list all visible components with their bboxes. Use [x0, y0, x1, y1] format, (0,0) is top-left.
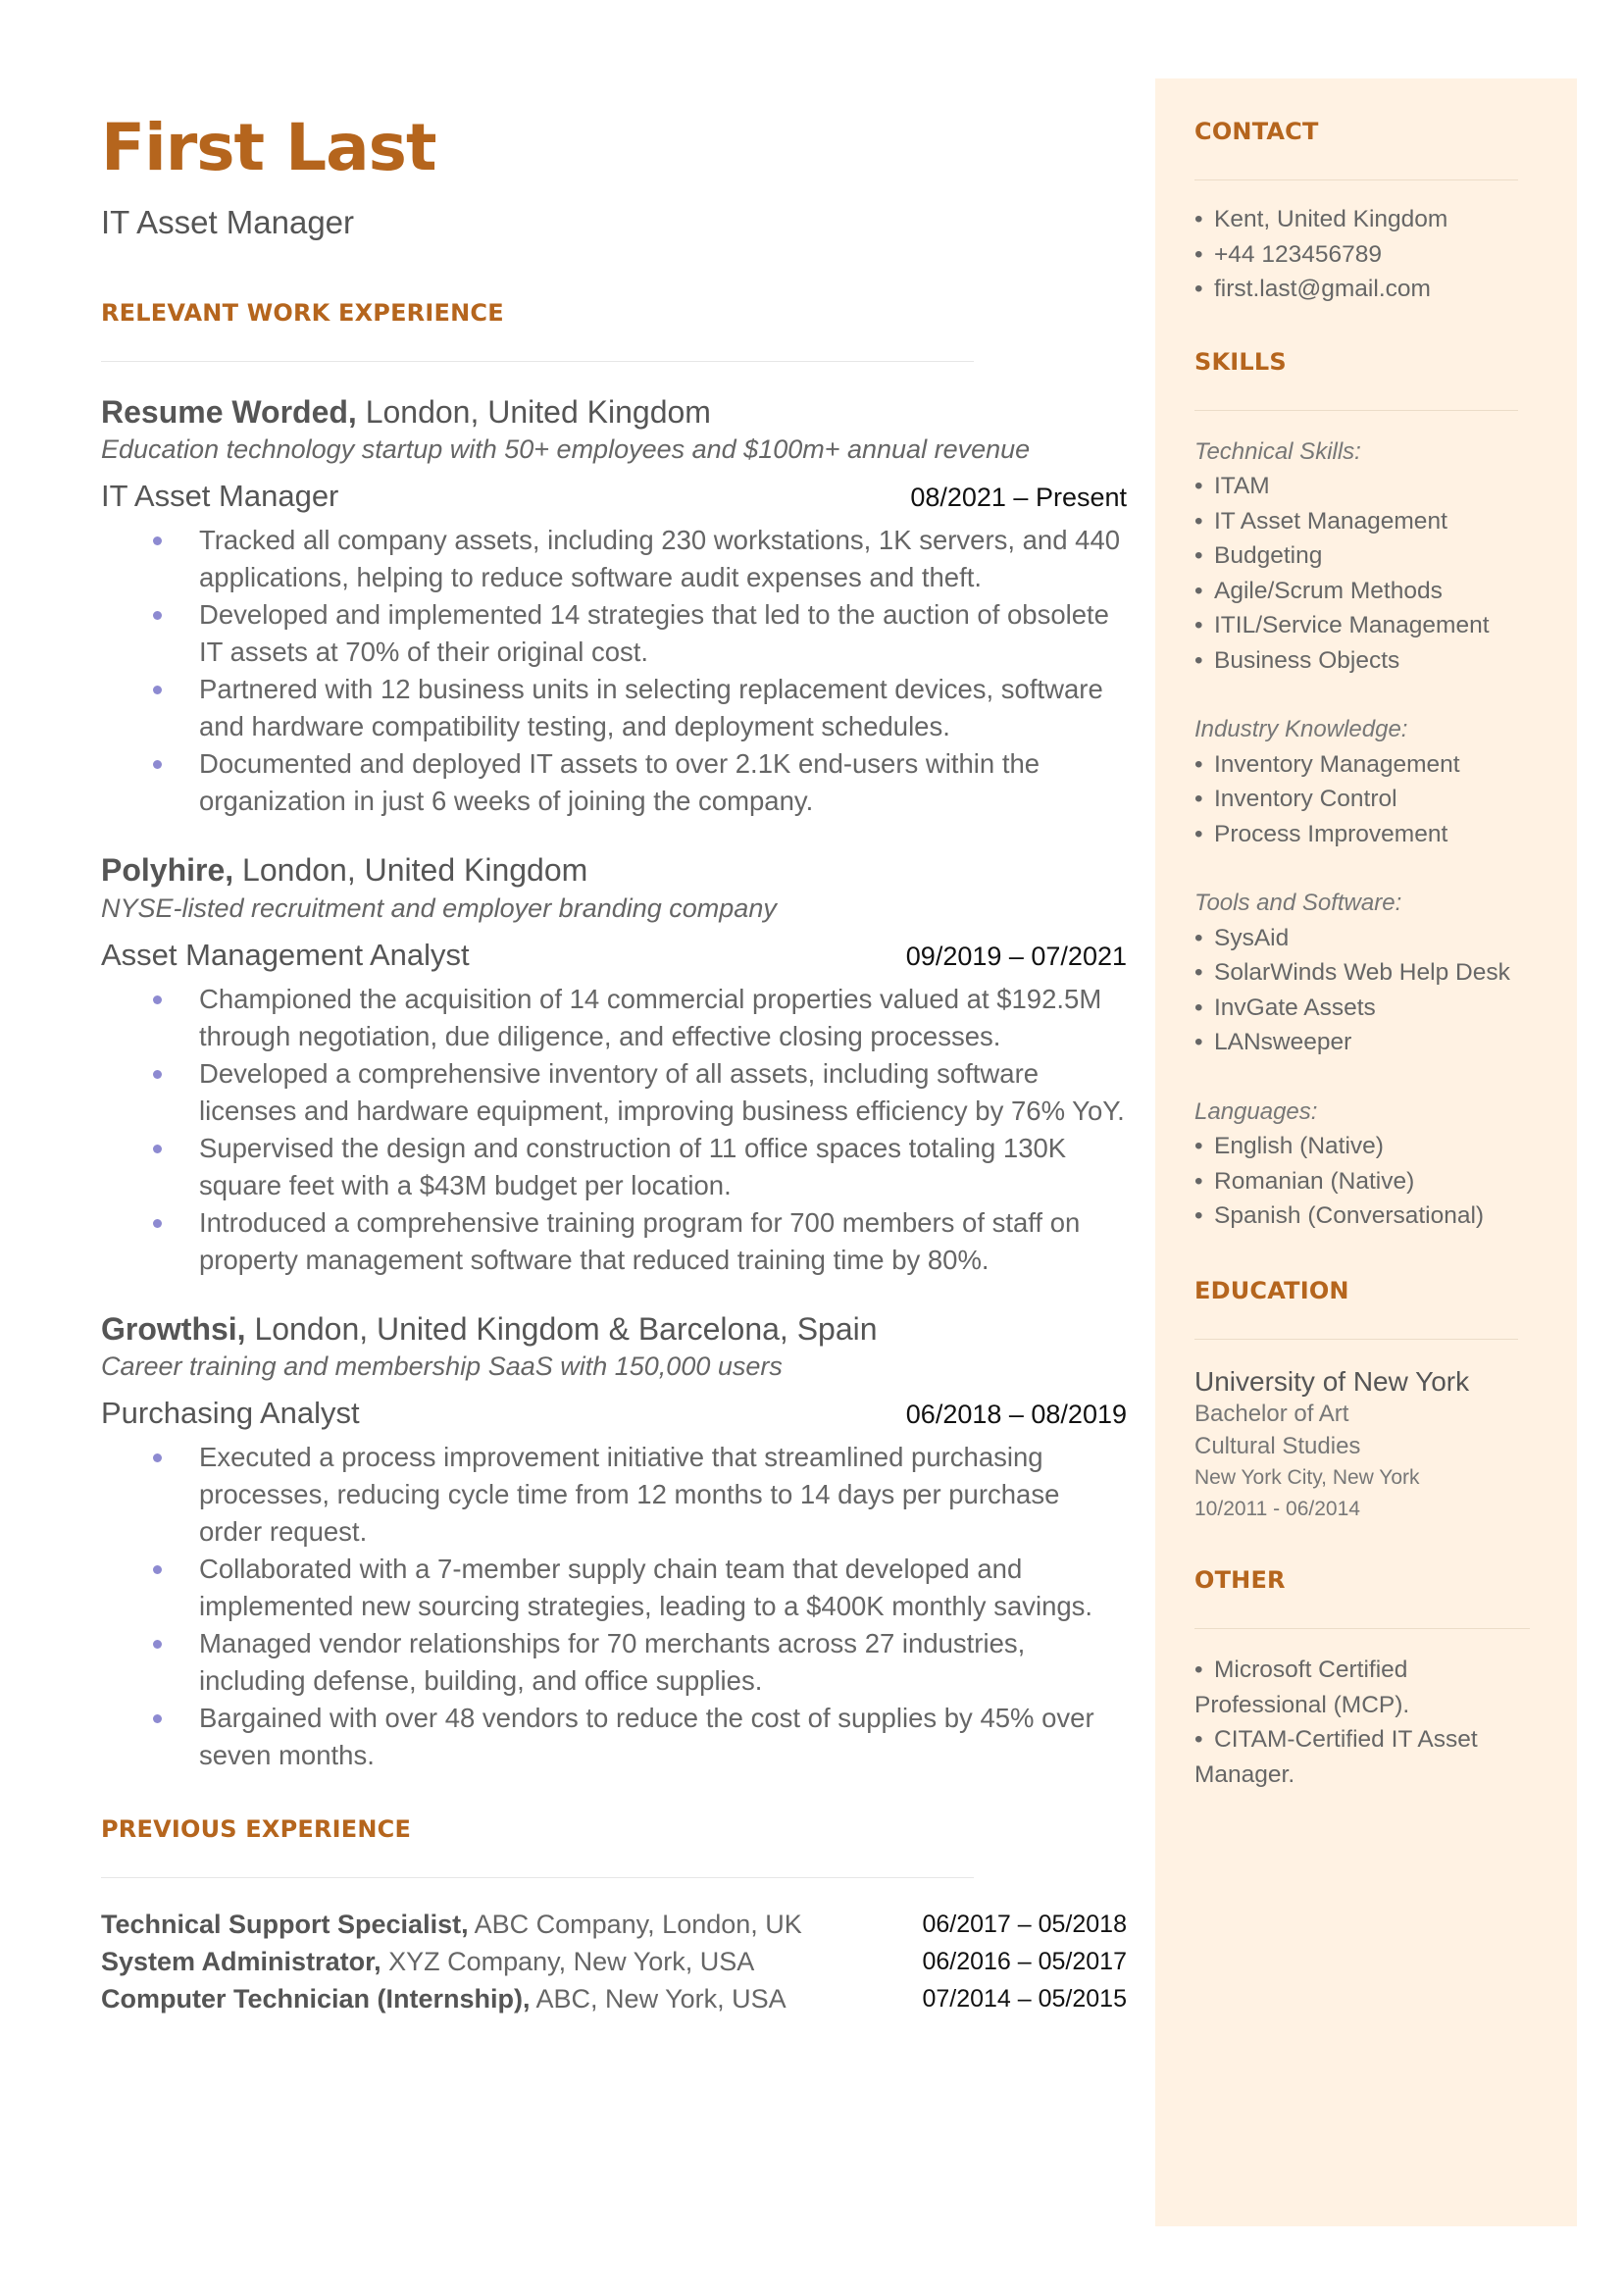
- skill-item: • English (Native): [1194, 1133, 1384, 1159]
- section-heading-other: OTHER: [1194, 1566, 1286, 1595]
- skill-group-title: Industry Knowledge:: [1194, 716, 1408, 742]
- education-school: University of New York: [1194, 1365, 1470, 1397]
- education-dates: 10/2011 - 06/2014: [1194, 1498, 1360, 1521]
- other-list: [1194, 1653, 1518, 1792]
- education-entry: [1194, 1365, 1518, 1526]
- job-role-row: [101, 479, 1127, 514]
- previous-dates: 06/2016 – 05/2017: [922, 1948, 1127, 1976]
- job-bullet: Developed a comprehensive inventory of all assets, including software licenses and hardware equipment, improving business efficiency by 76% YoY.: [101, 1055, 1127, 1130]
- job-dates: 08/2021 – Present: [910, 483, 1127, 513]
- contact-item: • first.last@gmail.com: [1194, 276, 1431, 302]
- section-heading-skills: SKILLS: [1194, 347, 1287, 376]
- job-role: IT Asset Manager: [101, 479, 339, 514]
- skill-item: • LANsweeper: [1194, 1029, 1352, 1055]
- education-field: Cultural Studies: [1194, 1433, 1361, 1460]
- previous-dates: 07/2014 – 05/2015: [922, 1985, 1127, 2014]
- previous-org: XYZ Company, New York, USA: [381, 1947, 755, 1977]
- skill-group: [1194, 712, 1518, 851]
- job-role: Asset Management Analyst: [101, 937, 470, 972]
- section-heading-education: EDUCATION: [1194, 1276, 1349, 1304]
- contact-item: • Kent, United Kingdom: [1194, 206, 1448, 232]
- job-bullets: [101, 522, 1127, 820]
- previous-item: [101, 1906, 1127, 1943]
- divider: [101, 1877, 974, 1878]
- divider: [1194, 1628, 1530, 1629]
- contact-email: first.last@gmail.com: [1214, 276, 1431, 302]
- skill-group: [1194, 434, 1518, 679]
- job-bullet: Partnered with 12 business units in selecting replacement devices, software and hardware compatibility testing, and deployment schedules.: [101, 671, 1127, 745]
- divider: [101, 361, 974, 362]
- education-location: New York City, New York: [1194, 1466, 1420, 1490]
- job-entry: [101, 393, 1127, 820]
- skill-list: [1194, 921, 1518, 1060]
- job-bullet: Introduced a comprehensive training program for 700 members of staff on property management software that reduced training time by 80%.: [101, 1204, 1127, 1279]
- divider: [1194, 179, 1518, 180]
- previous-org: ABC, New York, USA: [530, 1984, 787, 2014]
- job-bullet: Bargained with over 48 vendors to reduce the cost of supplies by 45% over seven months.: [101, 1700, 1127, 1774]
- previous-experience-list: [101, 1906, 1127, 2017]
- skill-list: [1194, 747, 1518, 852]
- job-bullet: Tracked all company assets, including 230 workstations, 1K servers, and 440 applications, helping to reduce software audit expenses and theft.: [101, 522, 1127, 596]
- skill-item: • Spanish (Conversational): [1194, 1202, 1485, 1229]
- previous-title: Technical Support Specialist,: [101, 1910, 469, 1940]
- job-role: Purchasing Analyst: [101, 1396, 360, 1431]
- job-role-row: [101, 1396, 1127, 1431]
- candidate-name: First Last: [101, 110, 436, 185]
- contact-item: • +44 123456789: [1194, 240, 1382, 268]
- skill-item: • Agile/Scrum Methods: [1194, 577, 1443, 604]
- job-company-line: [101, 851, 1127, 889]
- job-bullet: Supervised the design and construction of 11 office spaces totaling 130K square feet with a $43M budget per location.: [101, 1130, 1127, 1204]
- previous-item: [101, 1943, 1127, 1980]
- job-bullet: Executed a process improvement initiative that streamlined purchasing processes, reducing cycle time from 12 months to 14 days per purchase order request.: [101, 1439, 1127, 1551]
- previous-title: Computer Technician (Internship),: [101, 1984, 531, 2014]
- job-entry: [101, 1310, 1127, 1774]
- skill-item: • Process Improvement: [1194, 820, 1448, 847]
- section-heading-previous: PREVIOUS EXPERIENCE: [101, 1815, 412, 1844]
- job-location: London, United Kingdom & Barcelona, Spain: [245, 1310, 878, 1347]
- skill-item: • Inventory Management: [1194, 750, 1460, 778]
- skill-item: • SolarWinds Web Help Desk: [1194, 959, 1510, 986]
- skill-item: • Inventory Control: [1194, 786, 1397, 812]
- skill-item: • ITAM: [1194, 473, 1270, 499]
- contact-location: Kent, United Kingdom: [1214, 206, 1448, 232]
- skill-item: • Budgeting: [1194, 542, 1323, 569]
- skill-item: • IT Asset Management: [1194, 507, 1447, 535]
- job-bullet: Collaborated with a 7-member supply chain team that developed and implemented new sourcing strategies, leading to a $400K monthly savings.: [101, 1551, 1127, 1625]
- job-bullets: [101, 981, 1127, 1279]
- sidebar: [1155, 78, 1577, 2226]
- main-column: [101, 110, 1127, 2017]
- job-bullet: Championed the acquisition of 14 commercial properties valued at $192.5M through negotiation, due diligence, and effective closing processes.: [101, 981, 1127, 1055]
- skill-group-title: Tools and Software:: [1194, 890, 1402, 916]
- job-bullet: Documented and deployed IT assets to over 2.1K end-users within the organization in just 6 weeks of joining the company.: [101, 745, 1127, 820]
- job-bullets: [101, 1439, 1127, 1774]
- job-entry: [101, 851, 1127, 1278]
- job-bullet: Developed and implemented 14 strategies that led to the auction of obsolete IT assets at 70% of their original cost.: [101, 596, 1127, 671]
- skill-item: • InvGate Assets: [1194, 994, 1376, 1021]
- job-description: NYSE-listed recruitment and employer branding company: [101, 892, 777, 923]
- job-description: Career training and membership SaaS with 150,000 users: [101, 1351, 783, 1382]
- job-company: Polyhire,: [101, 852, 234, 889]
- skill-list: [1194, 469, 1518, 678]
- other-item: • CITAM-Certified IT Asset Manager.: [1194, 1726, 1478, 1788]
- skill-item: • Business Objects: [1194, 646, 1400, 674]
- job-company: Growthsi,: [101, 1310, 246, 1347]
- previous-org: ABC Company, London, UK: [468, 1910, 802, 1940]
- job-company-line: [101, 393, 1127, 431]
- job-bullet: Managed vendor relationships for 70 merchants across 27 industries, including defense, building, and office supplies.: [101, 1625, 1127, 1700]
- skill-group-title: Languages:: [1194, 1097, 1318, 1125]
- job-location: London, United Kingdom: [233, 852, 588, 889]
- candidate-title: IT Asset Manager: [101, 204, 355, 240]
- skill-group: [1194, 1095, 1518, 1234]
- skill-list: [1194, 1129, 1518, 1234]
- section-heading-contact: CONTACT: [1194, 118, 1319, 145]
- skill-item: • SysAid: [1194, 924, 1290, 951]
- job-dates: 06/2018 – 08/2019: [905, 1400, 1127, 1430]
- skill-group-title: Technical Skills:: [1194, 437, 1361, 465]
- job-company-line: [101, 1310, 1127, 1348]
- previous-title: System Administrator,: [101, 1947, 381, 1977]
- previous-dates: 06/2017 – 05/2018: [922, 1911, 1127, 1939]
- job-role-row: [101, 938, 1127, 973]
- section-heading-work: RELEVANT WORK EXPERIENCE: [101, 299, 504, 327]
- job-description: Education technology startup with 50+ employees and $100m+ annual revenue: [101, 434, 1031, 465]
- divider: [1194, 1339, 1518, 1340]
- contact-phone: +44 123456789: [1214, 240, 1382, 268]
- education-degree: Bachelor of Art: [1194, 1401, 1349, 1428]
- divider: [1194, 410, 1518, 411]
- job-company: Resume Worded,: [101, 394, 357, 430]
- skill-item: • Romanian (Native): [1194, 1167, 1415, 1195]
- skill-item: • ITIL/Service Management: [1194, 612, 1490, 638]
- job-location: London, United Kingdom: [356, 394, 711, 430]
- previous-item: [101, 1980, 1127, 2017]
- other-item: • Microsoft Certified Professional (MCP).: [1194, 1657, 1410, 1718]
- skill-group: [1194, 886, 1518, 1060]
- job-dates: 09/2019 – 07/2021: [905, 941, 1127, 971]
- contact-list: [1194, 202, 1518, 307]
